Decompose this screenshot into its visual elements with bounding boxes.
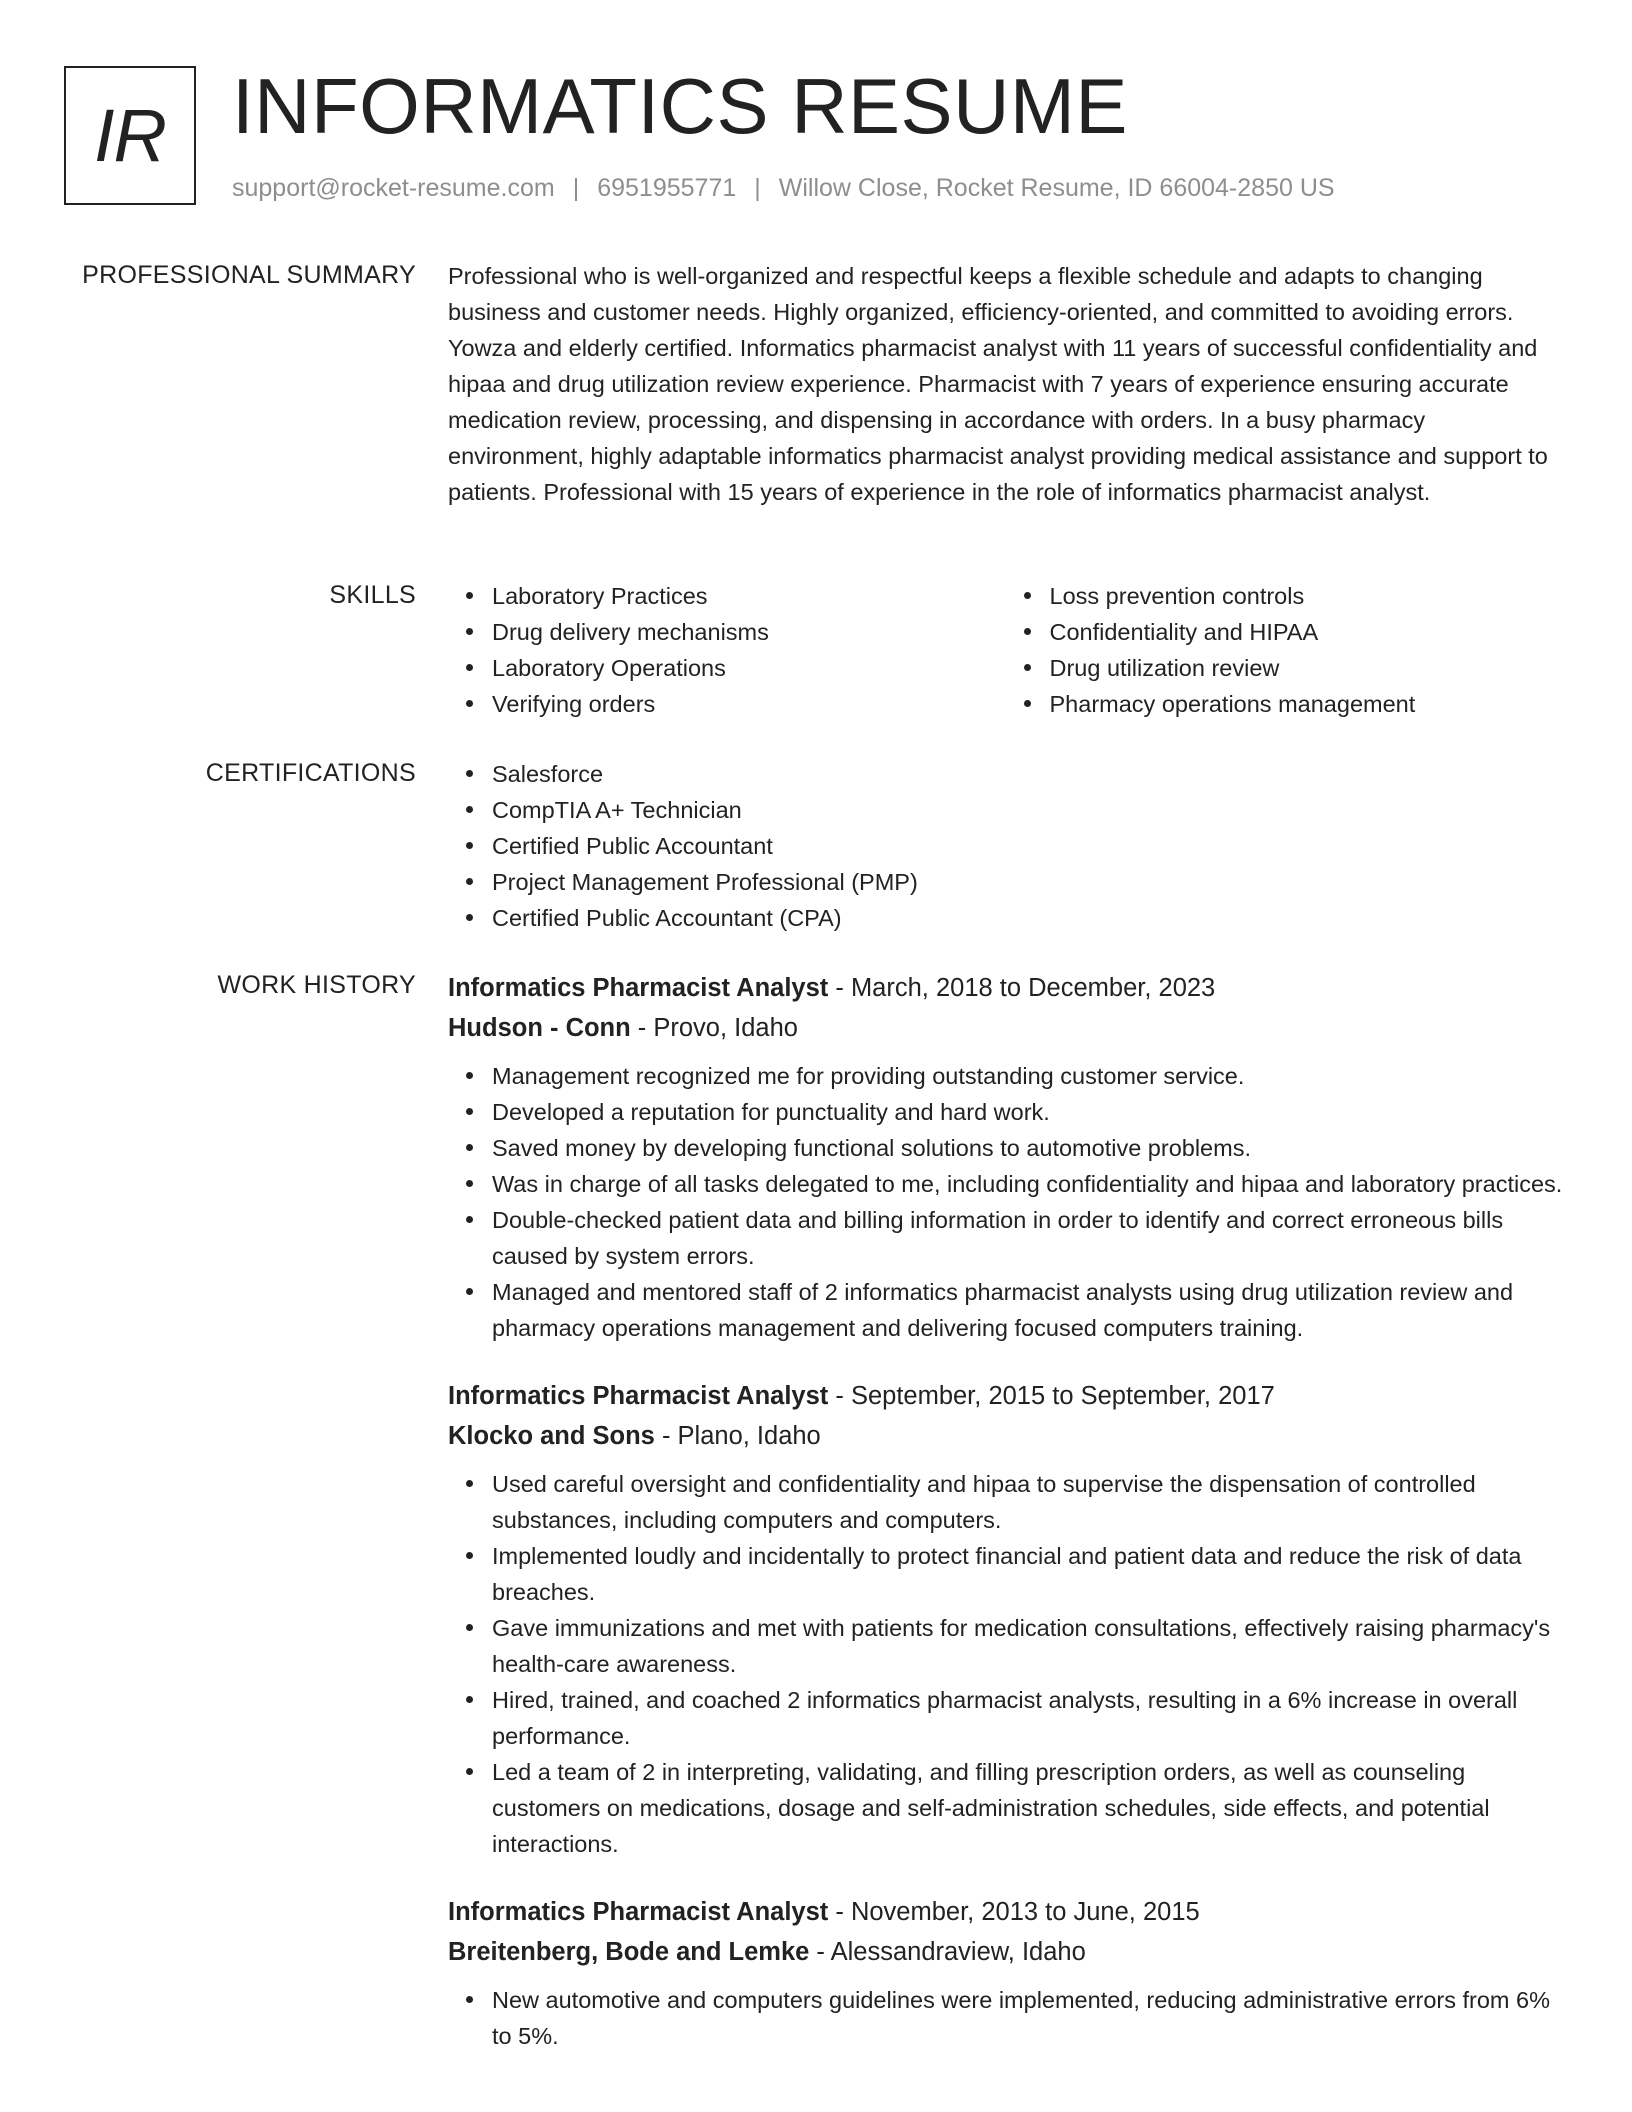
skill-item: Laboratory Practices: [492, 578, 1006, 614]
job-company-line: [448, 1008, 1563, 1048]
contact-line: [232, 174, 1335, 203]
job-title-line: [448, 1892, 1563, 1932]
job-location: - Provo, Idaho: [630, 1014, 798, 1042]
job-entry: [448, 1892, 1563, 2054]
job-bullet: Was in charge of all tasks delegated to me, including confidentiality and hipaa and laboratory practices.: [492, 1166, 1563, 1202]
job-bullet: Hired, trained, and coached 2 informatics pharmacist analysts, resulting in a 6% increase in overall performance.: [492, 1682, 1563, 1754]
skills-title: SKILLS: [329, 581, 416, 609]
work-history-title: WORK HISTORY: [217, 971, 416, 999]
certification-item: Certified Public Accountant (CPA): [492, 900, 1563, 936]
job-company-line: [448, 1416, 1563, 1456]
resume-header: [64, 62, 1564, 212]
job-location: - Plano, Idaho: [654, 1422, 821, 1450]
skill-item: Loss prevention controls: [1050, 578, 1564, 614]
job-bullets: [448, 1982, 1563, 2054]
skills-column-right: [1006, 578, 1564, 722]
contact-separator: |: [572, 174, 580, 202]
monogram-logo: IR: [64, 66, 196, 205]
job-bullet: Double-checked patient data and billing information in order to identify and correct erroneous bills caused by system errors.: [492, 1202, 1563, 1274]
job-bullet: New automotive and computers guidelines were implemented, reducing administrative errors from 6% to 5%.: [492, 1982, 1563, 2054]
skill-item: Laboratory Operations: [492, 650, 1006, 686]
job-bullets: [448, 1058, 1563, 1346]
summary-text: Professional who is well-organized and respectful keeps a flexible schedule and adapts to changing business and customer needs. Highly organized, efficiency-oriented, and committed to avoiding errors. Yowza and elderly certified. Informatics pharmacist analyst with 11 years of successful confidentiality and hipaa and drug utilization review experience. Pharmacist with 7 years of experience ensuring accurate medication review, processing, and dispensing in accordance with orders. In a busy pharmacy environment, highly adaptable informatics pharmacist analyst providing medical assistance and support to patients. Professional with 15 years of experience in the role of informatics pharmacist analyst.: [448, 263, 1548, 505]
contact-email[interactable]: support@rocket-resume.com: [232, 174, 555, 202]
work-history-list: [448, 968, 1563, 2054]
summary-title: PROFESSIONAL SUMMARY: [82, 261, 416, 289]
job-role: Informatics Pharmacist Analyst: [448, 974, 829, 1002]
job-bullet: Management recognized me for providing outstanding customer service.: [492, 1058, 1563, 1094]
job-bullet: Managed and mentored staff of 2 informatics pharmacist analysts using drug utilization review and pharmacy operations management and delivering focused computers training.: [492, 1274, 1563, 1346]
skill-item: Drug utilization review: [1050, 650, 1564, 686]
contact-phone[interactable]: 6951955771: [597, 174, 737, 202]
job-company: Breitenberg, Bode and Lemke: [448, 1938, 810, 1966]
job-dates: - September, 2015 to September, 2017: [828, 1382, 1275, 1410]
job-company: Klocko and Sons: [448, 1422, 655, 1450]
certifications-list: [448, 756, 1563, 936]
resume-name: INFORMATICS RESUME: [232, 62, 1128, 150]
job-location: - Alessandraview, Idaho: [809, 1938, 1086, 1966]
contact-address: Willow Close, Rocket Resume, ID 66004-2850 US: [778, 174, 1335, 202]
job-bullet: Led a team of 2 in interpreting, validating, and filling prescription orders, as well as counseling customers on medications, dosage and self-administration schedules, side effects, and potential interactions.: [492, 1754, 1563, 1862]
job-title-line: [448, 968, 1563, 1008]
contact-separator: |: [754, 174, 761, 202]
job-bullet: Saved money by developing functional solutions to automotive problems.: [492, 1130, 1563, 1166]
job-dates: - March, 2018 to December, 2023: [828, 974, 1216, 1002]
job-title-line: [448, 1376, 1563, 1416]
job-bullet: Implemented loudly and incidentally to protect financial and patient data and reduce the risk of data breaches.: [492, 1538, 1563, 1610]
certification-item: CompTIA A+ Technician: [492, 792, 1563, 828]
certification-item: Salesforce: [492, 756, 1563, 792]
certification-item: Project Management Professional (PMP): [492, 864, 1563, 900]
job-bullet: Developed a reputation for punctuality and hard work.: [492, 1094, 1563, 1130]
job-bullet: Used careful oversight and confidentiality and hipaa to supervise the dispensation of controlled substances, including computers and computers.: [492, 1466, 1563, 1538]
job-entry: [448, 1376, 1563, 1862]
job-company-line: [448, 1932, 1563, 1972]
job-bullets: [448, 1466, 1563, 1862]
job-role: Informatics Pharmacist Analyst: [448, 1382, 829, 1410]
certifications-title: CERTIFICATIONS: [205, 759, 416, 787]
job-company: Hudson - Conn: [448, 1014, 631, 1042]
job-dates: - November, 2013 to June, 2015: [828, 1898, 1200, 1926]
skill-item: Confidentiality and HIPAA: [1050, 614, 1564, 650]
job-bullet: Gave immunizations and met with patients for medication consultations, effectively raising pharmacy's health-care awareness.: [492, 1610, 1563, 1682]
skill-item: Pharmacy operations management: [1050, 686, 1564, 722]
skills-column-left: [448, 578, 1006, 722]
job-entry: [448, 968, 1563, 1346]
skill-item: Verifying orders: [492, 686, 1006, 722]
skill-item: Drug delivery mechanisms: [492, 614, 1006, 650]
certification-item: Certified Public Accountant: [492, 828, 1563, 864]
skills-list: [448, 578, 1563, 722]
job-role: Informatics Pharmacist Analyst: [448, 1898, 829, 1926]
